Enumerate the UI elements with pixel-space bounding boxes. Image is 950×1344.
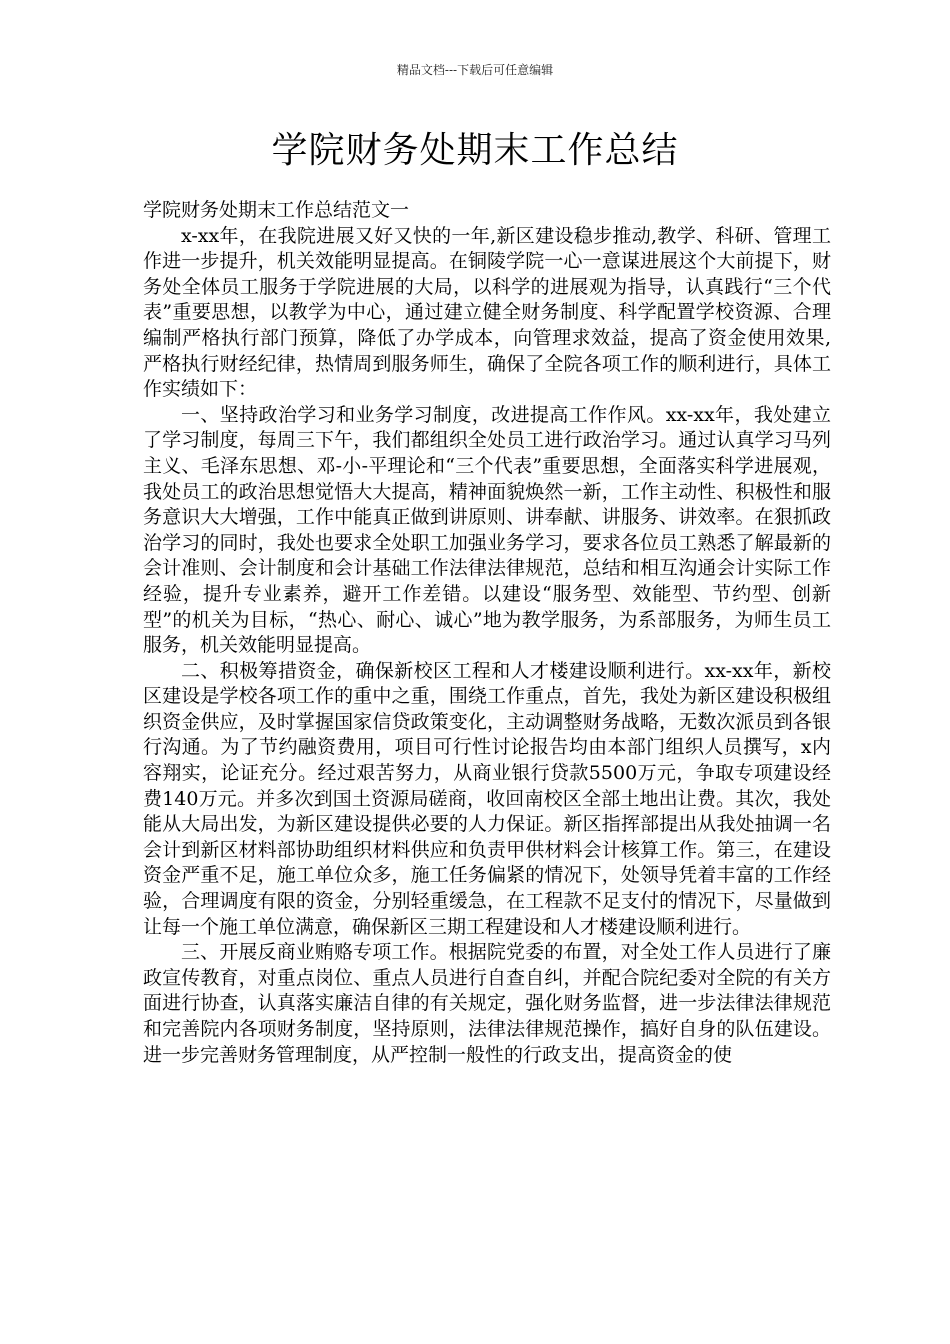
paragraph-intro: x-xx年，在我院进展又好又快的一年,新区建设稳步推动,教学、科研、管理工作进一步提升，机关效能明显提高。在铜陵学院一心一意谋进展这个大前提下，财务处全体员工服务于学院进展的大局，以科学的进展观为指导，认真践行“三个代表”重要思想，以教学为中心，通过建立健全财务制度、科学配置学校资源、合理编制严格执行部门预算，降低了办学成本，向管理求效益，提高了资金使用效果,严格执行财经纪律，热情周到服务师生，确保了全院各项工作的顺利进行，具体工作实绩如下：: [143, 224, 831, 401]
paragraph-section-1: 一、坚持政治学习和业务学习制度，改进提高工作作风。xx-xx年，我处建立了学习制度，每周三下午，我们都组织全处员工进行政治学习。通过认真学习马列主义、毛泽东思想、邓-小-平理论和“三个代表”重要思想，全面落实科学进展观，我处员工的政治思想觉悟大大提高，精神面貌焕然一新，工作主动性、积极性和服务意识大大增强，工作中能真正做到讲原则、讲奉献、讲服务、讲效率。在狠抓政治学习的同时，我处也要求全处职工加强业务学习，要求各位员工熟悉了解最新的会计准则、会计制度和会计基础工作法律法律规范，总结和相互沟通会计实际工作经验，提升专业素养，避开工作差错。以建设“服务型、效能型、节约型、创新型”的机关为目标，“热心、耐心、诚心”地为教学服务，为系部服务，为师生员工服务，机关效能明显提高。: [143, 403, 831, 657]
document-title: 学院财务处期末工作总结: [271, 130, 679, 171]
document-subtitle: 学院财务处期末工作总结范文一: [143, 199, 410, 221]
header-note: 精品文档---下载后可任意编辑: [396, 63, 554, 77]
document-body: [143, 198, 831, 1068]
paragraph-section-2: 二、积极筹措资金，确保新校区工程和人才楼建设顺利进行。xx-xx年，新校区建设是学校各项工作的重中之重，围绕工作重点，首先，我处为新区建设积极组织资金供应，及时掌握国家信贷政策变化，主动调整财务战略，无数次派员到各银行沟通。为了节约融资费用，项目可行性讨论报告均由本部门组织人员撰写，x内容翔实，论证充分。经过艰苦努力，从商业银行贷款5500万元，争取专项建设经费140万元。并多次到国土资源局磋商，收回南校区全部土地出让费。其次，我处能从大局出发，为新区建设提供必要的人力保证。新区指挥部提出从我处抽调一名会计到新区材料部协助组织材料供应和负责甲供材料会计核算工作。第三，在建设资金严重不足，施工单位众多，施工任务偏紧的情况下，处领导凭着丰富的工作经验，合理调度有限的资金，分别轻重缓急，在工程款不足支付的情况下，尽量做到让每一个施工单位满意，确保新区三期工程建设和人才楼建设顺利进行。: [143, 659, 831, 938]
paragraph-section-3: 三、开展反商业贿赂专项工作。根据院党委的布置，对全处工作人员进行了廉政宣传教育，对重点岗位、重点人员进行自查自纠，并配合院纪委对全院的有关方面进行协查，认真落实廉洁自律的有关规定，强化财务监督，进一步法律法律规范和完善院内各项财务制度，坚持原则，法律法律规范操作，搞好自身的队伍建设。进一步完善财务管理制度，从严控制一般性的行政支出，提高资金的使: [143, 941, 831, 1066]
